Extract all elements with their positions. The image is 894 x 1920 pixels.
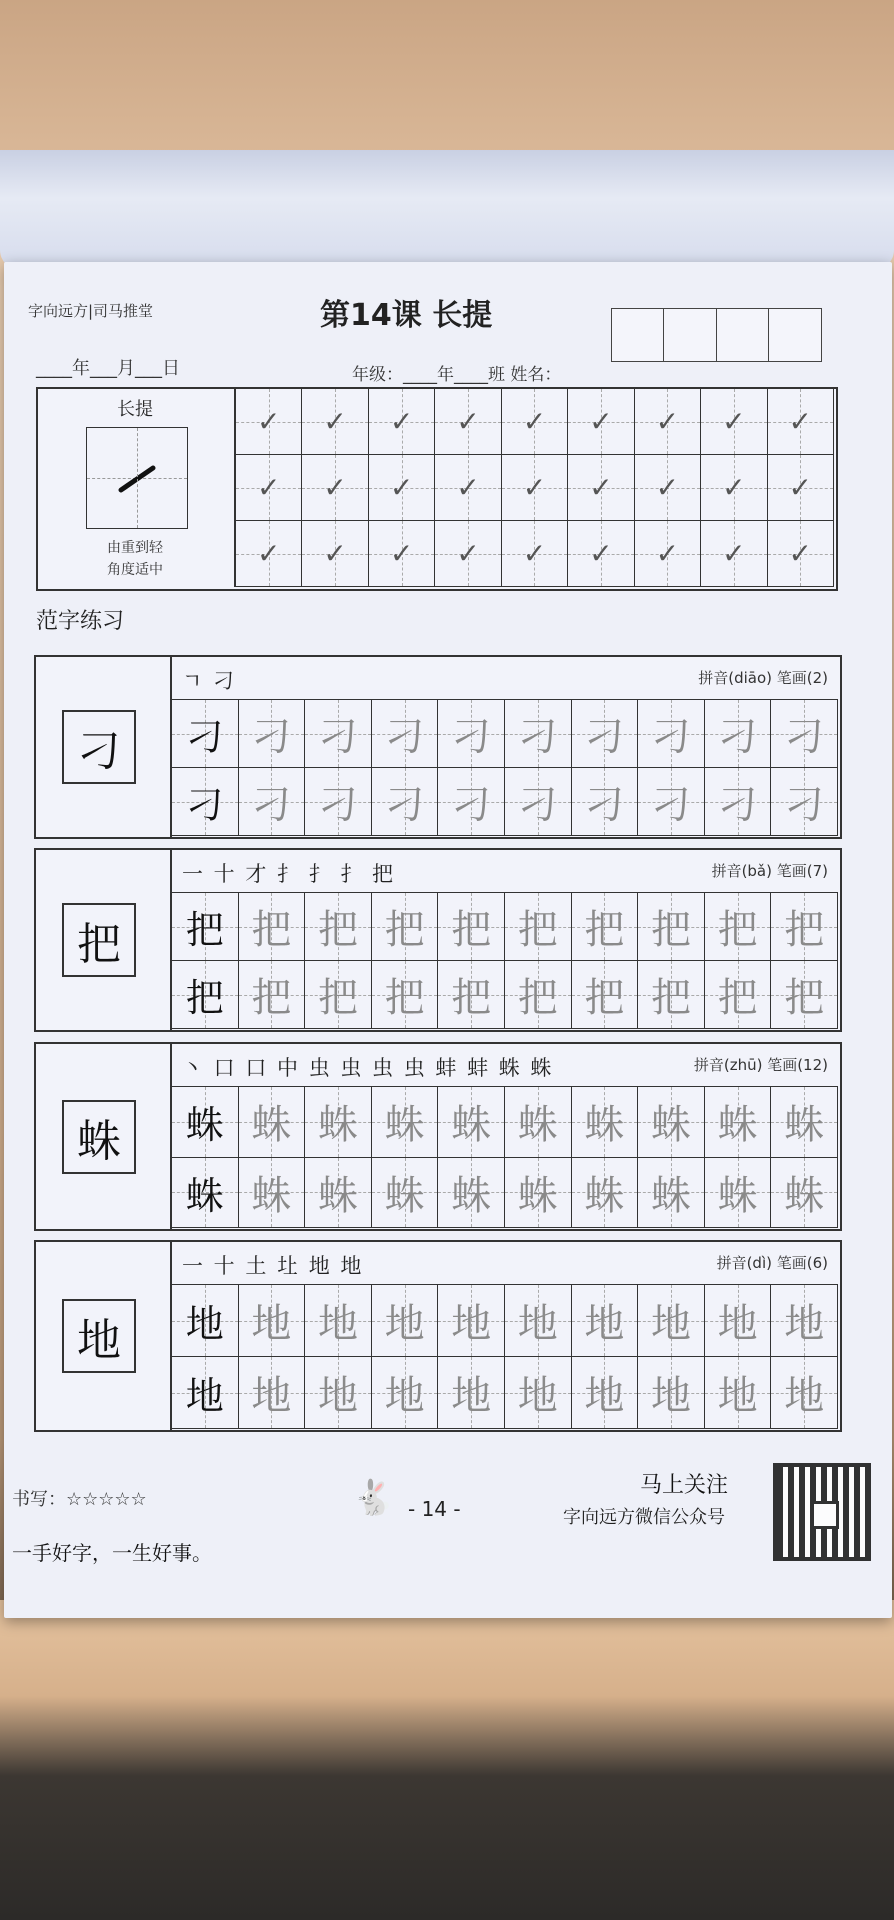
handwritten-character: 蛛 (517, 1102, 558, 1149)
writing-cell[interactable] (572, 1087, 639, 1158)
stroke-mark: ✓ (589, 405, 613, 438)
name-box[interactable] (768, 308, 822, 362)
handwritten-character: 刁 (384, 714, 425, 760)
handwritten-character: 蛛 (451, 1172, 492, 1219)
writing-cell[interactable] (438, 700, 505, 768)
stroke-cell[interactable] (701, 389, 767, 455)
writing-cell[interactable] (638, 893, 705, 961)
handwritten-character: 蛛 (584, 1172, 625, 1219)
handwritten-character: 把 (517, 907, 558, 953)
writing-cell[interactable] (505, 1357, 572, 1429)
handwritten-character: 刁 (784, 714, 825, 760)
handwritten-character: 刁 (584, 782, 625, 828)
printed-character: 刁 (185, 783, 224, 827)
handwritten-character: 蛛 (650, 1102, 691, 1149)
stroke-cell[interactable] (302, 455, 368, 521)
handwritten-character: 地 (384, 1301, 425, 1347)
handwritten-character: 地 (717, 1373, 758, 1419)
writing-cell[interactable] (505, 768, 572, 836)
stroke-mark: ✓ (589, 471, 613, 504)
writing-cell[interactable] (305, 1357, 372, 1429)
handwritten-character: 蛛 (251, 1102, 292, 1149)
printed-character: 蛛 (185, 1103, 224, 1148)
stroke-cell[interactable] (635, 389, 701, 455)
stroke-cell[interactable] (369, 389, 435, 455)
date-line: ____年___月___日 (36, 358, 180, 379)
printed-character: 地 (185, 1302, 224, 1346)
handwritten-character: 蛛 (251, 1172, 292, 1219)
handwritten-character: 蛛 (517, 1172, 558, 1219)
handwritten-character: 刁 (584, 714, 625, 760)
printed-character: 把 (185, 976, 224, 1020)
handwritten-character: 刁 (317, 782, 358, 828)
model-character: 刁 (62, 710, 136, 784)
wechat-label: 字向远方微信公众号 (563, 1507, 725, 1528)
writing-cell[interactable] (305, 1087, 372, 1158)
stroke-mark: ✓ (788, 405, 812, 438)
handwritten-character: 刁 (517, 714, 558, 760)
writing-cell[interactable] (239, 1357, 306, 1429)
handwritten-character: 蛛 (717, 1102, 758, 1149)
writing-cell[interactable] (372, 1285, 439, 1357)
printed-character: 刁 (185, 715, 224, 759)
writing-cell[interactable] (705, 1087, 772, 1158)
model-character: 蛛 (62, 1100, 136, 1174)
handwritten-character: 把 (451, 975, 492, 1021)
slogan: 一手好字，一生好事。 (12, 1541, 212, 1565)
writing-cell[interactable] (505, 1285, 572, 1357)
writing-cell[interactable] (572, 768, 639, 836)
handwritten-character: 地 (584, 1301, 625, 1347)
handwritten-character: 刁 (717, 782, 758, 828)
stroke-order: 一 十 才 扌 扌 扌 把 (182, 862, 396, 886)
writing-cell[interactable] (771, 768, 838, 836)
handwritten-character: 地 (650, 1301, 691, 1347)
stroke-cell[interactable] (369, 455, 435, 521)
stroke-mark: ✓ (256, 537, 281, 570)
stroke-mark: ✓ (323, 537, 347, 570)
pinyin-stroke-count: 拼音(diāo) 笔画(2) (698, 669, 828, 687)
stroke-mark: ✓ (323, 405, 347, 438)
writing-grid (172, 1284, 838, 1429)
rabbit-icon: 🐇 (352, 1478, 395, 1518)
handwritten-character: 蛛 (317, 1102, 358, 1149)
class-name-line: 年级：____年____班 姓名： (352, 365, 562, 385)
writing-cell[interactable] (372, 1357, 439, 1429)
name-box[interactable] (663, 308, 717, 362)
writing-grid (172, 1086, 838, 1228)
handwritten-character: 地 (650, 1373, 691, 1419)
model-character-column (36, 657, 172, 837)
handwritten-character: 把 (650, 975, 691, 1021)
writing-cell[interactable] (705, 893, 772, 961)
model-character: 地 (62, 1299, 136, 1373)
writing-cell[interactable] (172, 1087, 239, 1158)
section-title: 范字练习 (36, 609, 125, 634)
stroke-practice-grid (236, 389, 834, 587)
writing-cell[interactable] (172, 893, 239, 961)
writing-cell[interactable] (305, 1158, 372, 1229)
writing-cell[interactable] (638, 1158, 705, 1229)
writing-cell[interactable] (239, 1087, 306, 1158)
stroke-mark: ✓ (522, 471, 547, 504)
handwritten-character: 刁 (717, 714, 758, 760)
handwritten-character: 把 (784, 975, 825, 1021)
writing-cell[interactable] (638, 1087, 705, 1158)
stroke-demo-grid (86, 427, 188, 529)
handwritten-character: 地 (717, 1301, 758, 1347)
writing-cell[interactable] (372, 768, 439, 836)
writing-cell[interactable] (705, 961, 772, 1029)
writing-cell[interactable] (505, 961, 572, 1029)
writing-grid (172, 699, 838, 836)
name-boxes (612, 308, 822, 362)
writing-cell[interactable] (305, 700, 372, 768)
stroke-name: 长提 (117, 399, 153, 420)
stroke-note-2: 角度适中 (107, 562, 163, 578)
writing-cell[interactable] (172, 768, 239, 836)
writing-cell[interactable] (771, 1087, 838, 1158)
handwritten-character: 地 (784, 1373, 825, 1419)
model-character-column (36, 850, 172, 1030)
stroke-mark: ✓ (655, 537, 680, 570)
handwritten-character: 蛛 (384, 1102, 425, 1149)
handwritten-character: 地 (384, 1373, 425, 1419)
writing-cell[interactable] (505, 700, 572, 768)
writing-cell[interactable] (505, 1087, 572, 1158)
handwritten-character: 把 (517, 975, 558, 1021)
writing-cell[interactable] (372, 1087, 439, 1158)
handwritten-character: 把 (251, 907, 292, 953)
handwritten-character: 蛛 (384, 1172, 425, 1219)
stroke-mark: ✓ (456, 405, 480, 438)
pinyin-stroke-count: 拼音(dì) 笔画(6) (716, 1254, 828, 1272)
stroke-mark: ✓ (456, 471, 480, 504)
writing-cell[interactable] (438, 961, 505, 1029)
stroke-cell[interactable] (236, 389, 302, 455)
printed-character: 蛛 (185, 1173, 224, 1218)
stroke-cell[interactable] (502, 455, 568, 521)
handwritten-character: 地 (517, 1301, 558, 1347)
lesson-title: 第14课 长提 (320, 298, 493, 333)
stroke-cell[interactable] (635, 455, 701, 521)
stroke-order: ㄱ 刁 (182, 669, 236, 693)
character-panel (34, 1240, 842, 1432)
handwritten-character: 把 (584, 975, 625, 1021)
handwritten-character: 地 (251, 1301, 292, 1347)
stroke-mark: ✓ (389, 405, 414, 438)
writing-cell[interactable] (705, 768, 772, 836)
writing-cell[interactable] (239, 893, 306, 961)
handwritten-character: 刁 (317, 714, 358, 760)
stroke-mark: ✓ (389, 537, 414, 570)
stroke-cell[interactable] (701, 521, 767, 587)
writing-cell[interactable] (705, 1285, 772, 1357)
writing-cell[interactable] (438, 768, 505, 836)
writing-cell[interactable] (572, 961, 639, 1029)
stroke-mark: ✓ (589, 537, 613, 570)
stroke-mark: ✓ (722, 471, 746, 504)
printed-character: 把 (185, 908, 224, 952)
writing-cell[interactable] (305, 768, 372, 836)
stroke-mark: ✓ (256, 405, 281, 438)
stroke-order: 一 十 土 圵 地 地 (182, 1254, 364, 1278)
printed-character: 地 (185, 1374, 224, 1418)
stroke-cell[interactable] (768, 389, 834, 455)
stroke-cell[interactable] (302, 389, 368, 455)
handwritten-character: 地 (517, 1373, 558, 1419)
handwritten-character: 地 (584, 1373, 625, 1419)
brand-logo-text: 字向远方|司马推堂 (28, 302, 154, 320)
stroke-cell[interactable] (568, 521, 634, 587)
handwritten-character: 地 (251, 1373, 292, 1419)
stroke-cell[interactable] (568, 389, 634, 455)
writing-cell[interactable] (638, 961, 705, 1029)
stroke-mark: ✓ (788, 471, 812, 504)
pinyin-stroke-count: 拼音(bǎ) 笔画(7) (711, 862, 828, 880)
writing-cell[interactable] (239, 1285, 306, 1357)
writing-grid (172, 892, 838, 1029)
writing-cell[interactable] (705, 700, 772, 768)
handwritten-character: 刁 (650, 782, 691, 828)
writing-cell[interactable] (771, 1357, 838, 1429)
stroke-cell[interactable] (502, 389, 568, 455)
handwritten-character: 刁 (251, 714, 292, 760)
stroke-cell[interactable] (435, 521, 501, 587)
writing-cell[interactable] (705, 1158, 772, 1229)
model-character: 把 (62, 903, 136, 977)
writing-cell[interactable] (438, 1158, 505, 1229)
handwritten-character: 把 (584, 907, 625, 953)
writing-cell[interactable] (572, 1285, 639, 1357)
handwritten-character: 刁 (451, 714, 492, 760)
writing-cell[interactable] (239, 1158, 306, 1229)
handwritten-character: 刁 (517, 782, 558, 828)
writing-cell[interactable] (705, 1357, 772, 1429)
writing-cell[interactable] (172, 1285, 239, 1357)
handwritten-character: 把 (717, 907, 758, 953)
writing-cell[interactable] (572, 1158, 639, 1229)
stroke-mark: ✓ (522, 405, 547, 438)
writing-cell[interactable] (372, 1158, 439, 1229)
writing-cell[interactable] (172, 1357, 239, 1429)
handwritten-character: 把 (384, 975, 425, 1021)
stroke-cell[interactable] (502, 521, 568, 587)
stroke-cell[interactable] (768, 455, 834, 521)
handwritten-character: 地 (451, 1301, 492, 1347)
stroke-mark: ✓ (256, 471, 281, 504)
handwritten-character: 把 (451, 907, 492, 953)
writing-cell[interactable] (172, 700, 239, 768)
rating-stars: 书写：☆☆☆☆☆ (12, 1489, 147, 1510)
handwritten-character: 把 (784, 907, 825, 953)
rolled-paper-background (0, 150, 894, 270)
writing-cell[interactable] (572, 893, 639, 961)
writing-cell[interactable] (638, 1357, 705, 1429)
model-character-column (36, 1044, 172, 1229)
writing-cell[interactable] (372, 961, 439, 1029)
stroke-cell[interactable] (701, 455, 767, 521)
writing-cell[interactable] (638, 1285, 705, 1357)
stroke-mark: ✓ (323, 471, 347, 504)
stroke-cell[interactable] (302, 521, 368, 587)
writing-cell[interactable] (638, 768, 705, 836)
writing-cell[interactable] (505, 893, 572, 961)
writing-cell[interactable] (638, 700, 705, 768)
writing-cell[interactable] (305, 961, 372, 1029)
handwritten-character: 刁 (784, 782, 825, 828)
desk-background (0, 1600, 894, 1920)
handwritten-character: 蛛 (451, 1102, 492, 1149)
writing-cell[interactable] (572, 700, 639, 768)
handwritten-character: 蛛 (584, 1102, 625, 1149)
name-box[interactable] (716, 308, 770, 362)
handwritten-character: 蛛 (717, 1172, 758, 1219)
stroke-note-1: 由重到轻 (107, 540, 163, 556)
writing-cell[interactable] (771, 1158, 838, 1229)
handwritten-character: 地 (784, 1301, 825, 1347)
handwritten-character: 刁 (451, 782, 492, 828)
qr-code-icon[interactable] (773, 1463, 871, 1561)
stroke-demo (36, 387, 236, 587)
handwritten-character: 蛛 (784, 1102, 825, 1149)
handwritten-character: 地 (317, 1301, 358, 1347)
writing-cell[interactable] (438, 893, 505, 961)
stroke-cell[interactable] (568, 455, 634, 521)
handwritten-character: 把 (251, 975, 292, 1021)
writing-cell[interactable] (372, 893, 439, 961)
follow-label: 马上关注 (640, 1473, 729, 1498)
handwritten-character: 蛛 (317, 1172, 358, 1219)
writing-cell[interactable] (305, 893, 372, 961)
handwritten-character: 刁 (251, 782, 292, 828)
page-number: - 14 - (408, 1497, 461, 1521)
stroke-mark: ✓ (655, 405, 680, 438)
stroke-order: 丶 口 口 中 虫 虫 虫 虫 蚌 蚌 蛛 蛛 (182, 1056, 554, 1080)
handwritten-character: 地 (317, 1373, 358, 1419)
stroke-mark: ✓ (788, 537, 812, 570)
stroke-cell[interactable] (635, 521, 701, 587)
stroke-mark: ✓ (389, 471, 414, 504)
stroke-cell[interactable] (236, 455, 302, 521)
writing-cell[interactable] (505, 1158, 572, 1229)
stroke-cell[interactable] (435, 389, 501, 455)
character-panel (34, 1042, 842, 1231)
writing-cell[interactable] (372, 700, 439, 768)
name-box[interactable] (611, 308, 665, 362)
writing-cell[interactable] (239, 961, 306, 1029)
handwritten-character: 把 (717, 975, 758, 1021)
stroke-cell[interactable] (236, 521, 302, 587)
writing-cell[interactable] (172, 961, 239, 1029)
character-panel (34, 655, 842, 839)
writing-cell[interactable] (438, 1285, 505, 1357)
stroke-mark: ✓ (522, 537, 547, 570)
writing-cell[interactable] (239, 700, 306, 768)
handwritten-character: 刁 (650, 714, 691, 760)
handwritten-character: 把 (317, 907, 358, 953)
stroke-cell[interactable] (435, 455, 501, 521)
writing-cell[interactable] (438, 1087, 505, 1158)
writing-cell[interactable] (438, 1357, 505, 1429)
writing-cell[interactable] (771, 1285, 838, 1357)
handwritten-character: 蛛 (784, 1172, 825, 1219)
writing-cell[interactable] (771, 700, 838, 768)
handwritten-character: 把 (650, 907, 691, 953)
writing-cell[interactable] (239, 768, 306, 836)
stroke-cell[interactable] (369, 521, 435, 587)
stroke-mark: ✓ (655, 471, 680, 504)
handwritten-character: 刁 (384, 782, 425, 828)
handwritten-character: 把 (317, 975, 358, 1021)
writing-cell[interactable] (172, 1158, 239, 1229)
stroke-mark: ✓ (722, 537, 746, 570)
stroke-mark: ✓ (456, 537, 480, 570)
stroke-cell[interactable] (768, 521, 834, 587)
writing-cell[interactable] (771, 961, 838, 1029)
stroke-mark: ✓ (722, 405, 746, 438)
character-panel (34, 848, 842, 1032)
writing-cell[interactable] (305, 1285, 372, 1357)
model-character-column (36, 1242, 172, 1430)
handwritten-character: 蛛 (650, 1172, 691, 1219)
writing-cell[interactable] (572, 1357, 639, 1429)
pinyin-stroke-count: 拼音(zhū) 笔画(12) (693, 1056, 828, 1074)
writing-cell[interactable] (771, 893, 838, 961)
handwritten-character: 把 (384, 907, 425, 953)
handwritten-character: 地 (451, 1373, 492, 1419)
